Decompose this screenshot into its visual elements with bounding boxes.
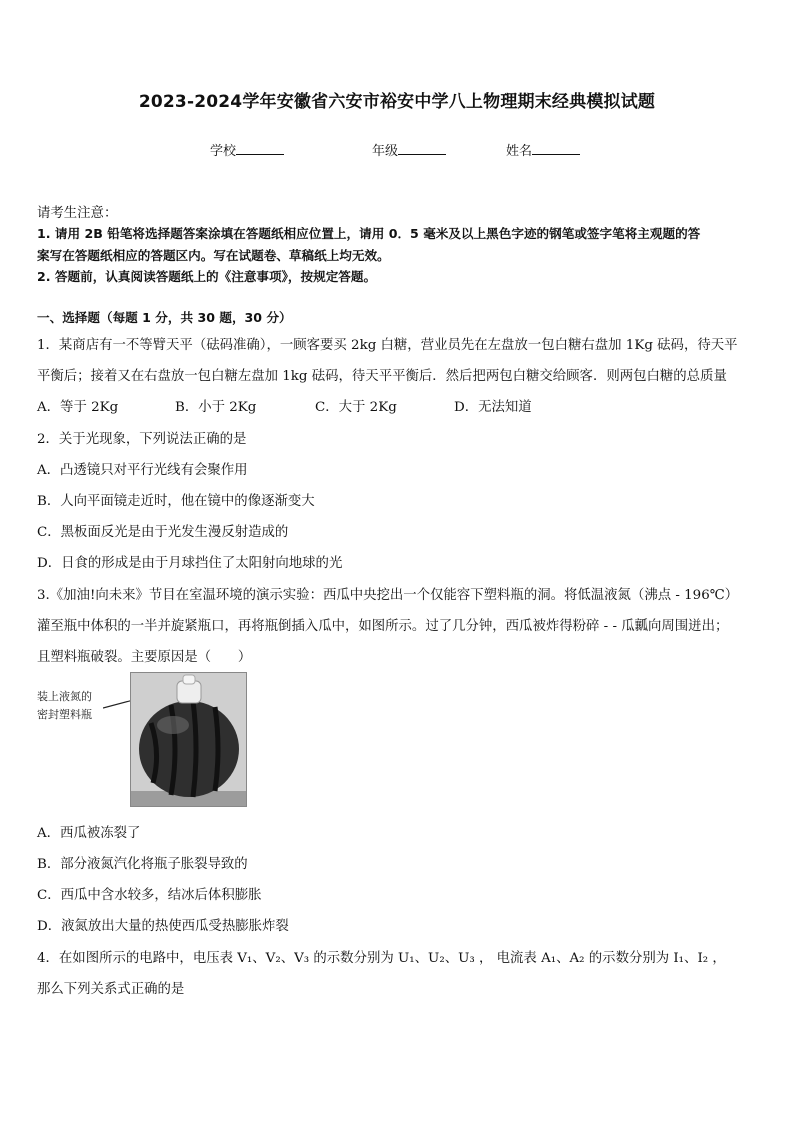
q2-option-d[interactable]: D．日食的形成是由于月球挡住了太阳射向地球的光: [37, 556, 343, 571]
q1-stem-line-2: 平衡后；接着又在右盘放一包白糖左盘加 1kg 砝码，待天平平衡后．然后把两包白糖交给顾客．则两包白糖的总质量: [37, 369, 727, 384]
q3-option-c[interactable]: C．西瓜中含水较多，结冰后体积膨胀: [37, 888, 262, 903]
notice-item-1-line-2: 案写在答题纸相应的答题区内。写在试题卷、草稿纸上均无效。: [37, 248, 390, 263]
q3-figure-label-line-1: 装上液氮的: [37, 690, 92, 703]
school-label: 学校: [210, 144, 237, 159]
q2-stem: 2．关于光现象，下列说法正确的是: [37, 432, 247, 447]
school-field[interactable]: [210, 140, 284, 159]
q3-stem-line-1: 3.《加油!向未来》节目在室温环境的演示实验：西瓜中央挖出一个仅能容下塑料瓶的洞。将低温液氮（沸点 - 196℃）: [37, 588, 739, 603]
school-blank[interactable]: [236, 142, 284, 155]
name-label: 姓名: [506, 144, 533, 159]
q3-stem-line-3: 且塑料瓶破裂。主要原因是（ ）: [37, 650, 252, 665]
name-blank[interactable]: [532, 142, 580, 155]
q3-figure-label-line-2: 密封塑料瓶: [37, 708, 92, 721]
watermelon-image: [131, 673, 246, 806]
notice-item-1-line-1: 1. 请用 2B 铅笔将选择题答案涂填在答题纸相应位置上，请用 0．5 毫米及以上黑色字迹的钢笔或签字笔将主观题的答: [37, 226, 701, 241]
q4-stem-line-2: 那么下列关系式正确的是: [37, 982, 185, 997]
q3-stem-line-2: 灌至瓶中体积的一半并旋紧瓶口，再将瓶倒插入瓜中，如图所示。过了几分钟，西瓜被炸得粉碎 - - 瓜瓤向周围迸出；: [37, 619, 729, 634]
q1-stem-line-1: 1．某商店有一不等臂天平（砝码准确），一顾客要买 2kg 白糖，营业员先在左盘放一包白糖右盘加 1Kg 砝码，待天平: [37, 338, 738, 353]
q3-option-d[interactable]: D．液氮放出大量的热使西瓜受热膨胀炸裂: [37, 919, 289, 934]
section-1-heading: 一、选择题（每题 1 分，共 30 题，30 分）: [37, 310, 292, 325]
q1-option-c[interactable]: C．大于 2Kg: [315, 400, 397, 415]
watermelon-photo: [130, 672, 247, 807]
q2-option-c[interactable]: C．黑板面反光是由于光发生漫反射造成的: [37, 525, 289, 540]
q2-option-b[interactable]: B．人向平面镜走近时，他在镜中的像逐渐变大: [37, 494, 315, 509]
grade-blank[interactable]: [398, 142, 446, 155]
grade-label: 年级: [372, 144, 399, 159]
q3-figure: [37, 672, 247, 806]
q1-option-a[interactable]: A．等于 2Kg: [37, 400, 119, 415]
q3-option-b[interactable]: B．部分液氮汽化将瓶子胀裂导致的: [37, 857, 248, 872]
q1-option-b[interactable]: B．小于 2Kg: [175, 400, 257, 415]
q4-stem-line-1: 4．在如图所示的电路中，电压表 V₁、V₂、V₃ 的示数分别为 U₁、U₂、U₃ ， 电流表 A₁、A₂ 的示数分别为 I₁、I₂ ，: [37, 951, 726, 966]
notice-heading: 请考生注意：: [37, 206, 118, 221]
q3-option-a[interactable]: A．西瓜被冻裂了: [37, 826, 141, 841]
q1-option-d[interactable]: D．无法知道: [454, 400, 532, 415]
name-field[interactable]: [506, 140, 580, 159]
notice-item-2: 2. 答题前，认真阅读答题纸上的《注意事项》，按规定答题。: [37, 269, 377, 284]
exam-title: 2023-2024学年安徽省六安市裕安中学八上物理期末经典模拟试题: [138, 92, 656, 112]
q2-option-a[interactable]: A．凸透镜只对平行光线有会聚作用: [37, 463, 248, 478]
grade-field[interactable]: [372, 140, 446, 159]
